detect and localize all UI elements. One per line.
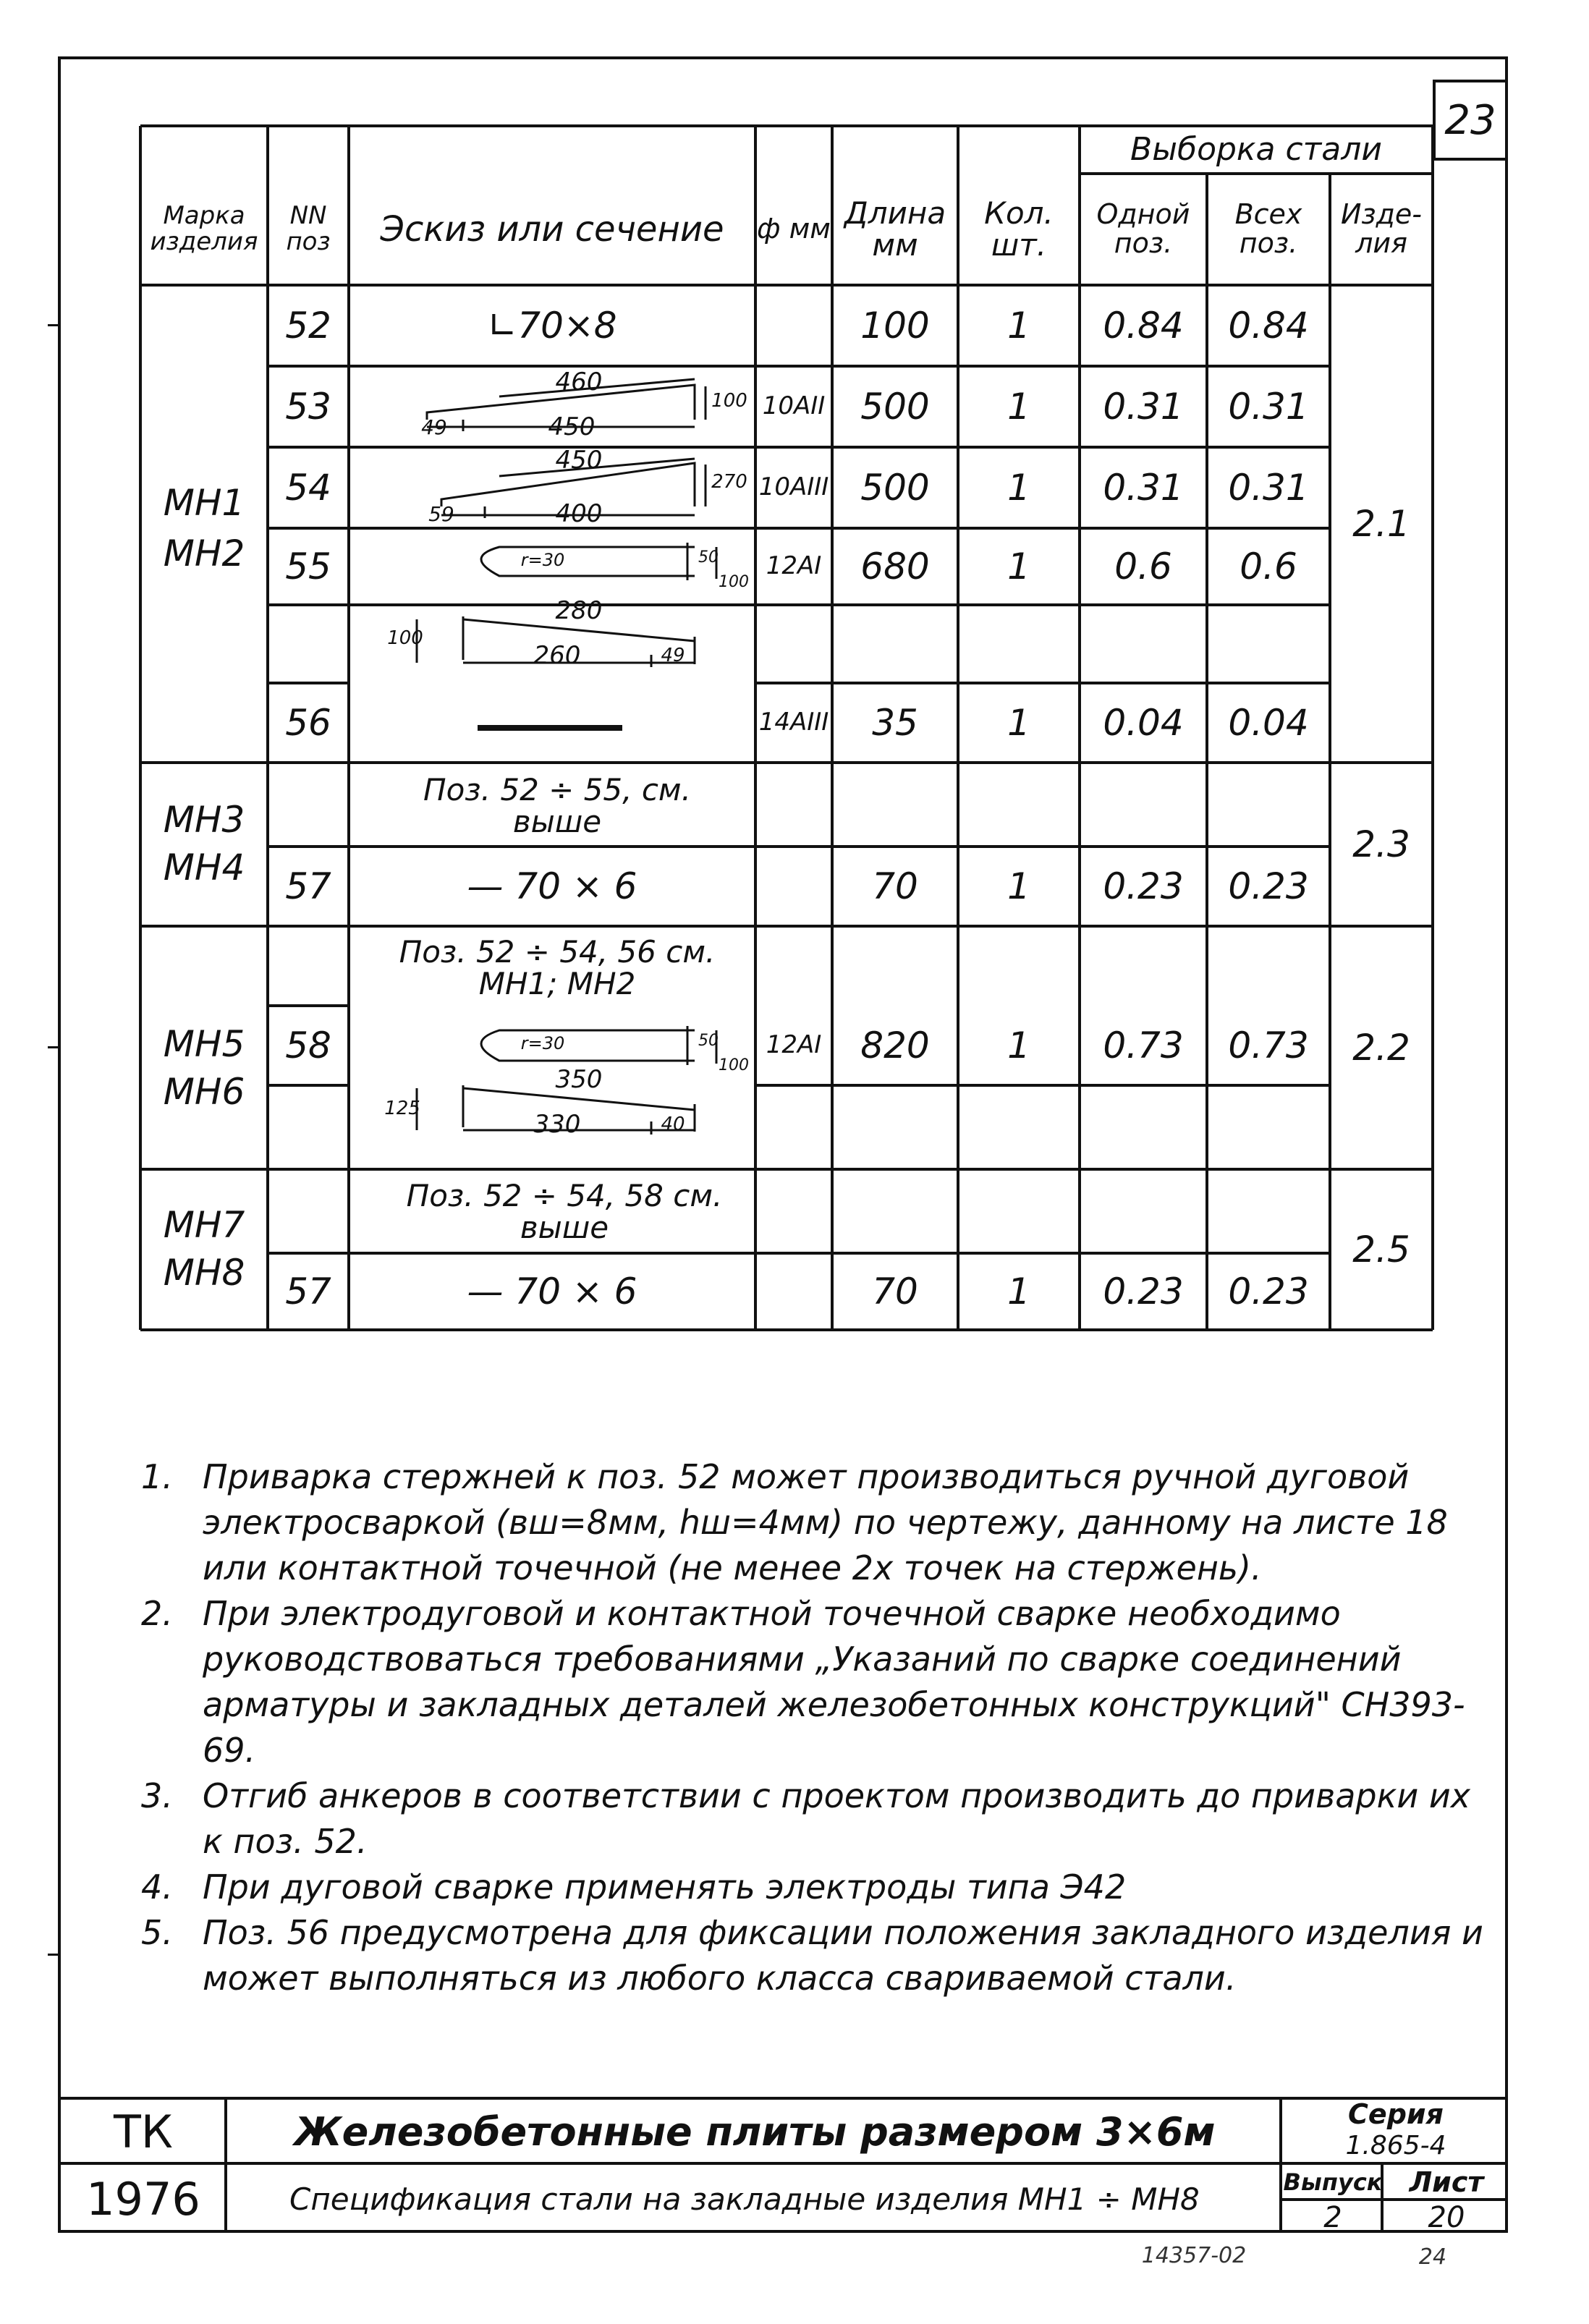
mark-label: МН5 <box>163 1022 245 1065</box>
row-pos: 58 <box>285 1024 331 1066</box>
notes-block <box>141 1454 1487 2001</box>
dim-label: 100 <box>719 573 749 592</box>
row-pos: 53 <box>285 385 331 428</box>
row-qty: 1 <box>1007 865 1030 907</box>
dim-label: 49 <box>421 415 447 440</box>
mark-label: МН2 <box>163 532 245 574</box>
note-item: 1. Приварка стержней к поз. 52 может производиться ручной дуговой электросваркой (вш=8мм, hш=4мм) по чертежу, данному на листе 18 или контактной точечной (не менее 2х точек на стержень). <box>141 1457 1448 1587</box>
stamp-issue-value: 2 <box>1323 2201 1342 2234</box>
stamp-title: Железобетонные плиты размером 3×6м <box>294 2108 1216 2155</box>
row-pos: 57 <box>285 1270 331 1312</box>
stamp-org: ТК <box>114 2105 173 2159</box>
header-mark: Марка изделия <box>150 201 258 256</box>
mark-label: МН7 <box>163 1203 245 1246</box>
dim-label: 400 <box>555 499 603 529</box>
row-one-pos: 0.23 <box>1103 865 1184 907</box>
row-qty: 1 <box>1007 545 1030 588</box>
stamp-sheet-value: 20 <box>1428 2201 1465 2234</box>
stamp-series-value: 1.865-4 <box>1345 2131 1446 2161</box>
row-length: 70 <box>872 865 918 907</box>
row-phi: 14AIII <box>758 708 829 737</box>
row-pos: 56 <box>285 701 331 744</box>
row-all-pos: 0.84 <box>1228 304 1309 347</box>
group-note: Поз. 52 ÷ 55, см. выше <box>423 771 691 839</box>
dim-label: 49 <box>661 645 685 667</box>
dim-label: r=30 <box>520 1033 565 1054</box>
row-pos: 55 <box>285 545 331 588</box>
stamp-subtitle: Спецификация стали на закладные изделия МН1 ÷ МН8 <box>289 2181 1200 2217</box>
dim-label: 40 <box>661 1114 685 1136</box>
dim-label: 100 <box>719 1056 749 1075</box>
row-pos: 54 <box>285 466 331 509</box>
dim-label: 350 <box>555 1065 603 1095</box>
note-item: 5. Поз. 56 предусмотрена для фиксации положения закладного изделия и может выполняться из любого класса свариваемой стали. <box>141 1913 1483 1998</box>
dim-label: r=30 <box>520 550 565 571</box>
header-qty: Кол. шт. <box>984 195 1054 263</box>
dim-label: 125 <box>384 1098 420 1120</box>
group-note: Поз. 52 ÷ 54, 56 см. МН1; МН2 <box>399 933 716 1001</box>
mark-label: МН8 <box>163 1251 245 1294</box>
dim-label: 100 <box>711 390 747 412</box>
product-mass: 2.5 <box>1352 1228 1410 1271</box>
mark-label: МН4 <box>163 846 245 889</box>
row-length: 70 <box>872 1270 918 1312</box>
row-length: 500 <box>860 466 930 509</box>
header-sketch: Эскиз или сечение <box>380 208 724 250</box>
mark-label: МН3 <box>163 798 245 841</box>
product-mass: 2.2 <box>1352 1026 1410 1069</box>
row-phi: 10AIII <box>758 472 829 502</box>
row-one-pos: 0.84 <box>1103 304 1184 347</box>
row-length: 820 <box>860 1024 930 1066</box>
row-length: 35 <box>872 701 918 744</box>
row-length: 100 <box>860 304 930 347</box>
note-item: 2. При электродуговой и контактной точечной сварке необходимо руководствоваться требованиями „Указаний по сварке соединений арматуры и закладных деталей железобетонных конструкций" СН393-69. <box>141 1594 1465 1770</box>
product-mass: 2.3 <box>1352 823 1410 865</box>
row-sketch-text: — 70 × 6 <box>467 1270 637 1312</box>
note-item: 4. При дуговой сварке применять электроды типа Э42 <box>141 1867 1127 1907</box>
dim-label: 330 <box>533 1110 581 1140</box>
mark-label: МН1 <box>163 481 245 524</box>
row-all-pos: 0.23 <box>1228 865 1309 907</box>
row-qty: 1 <box>1007 1270 1030 1312</box>
row-phi: 12AI <box>766 1030 822 1060</box>
sheet-corner-number: 23 <box>1433 80 1508 161</box>
dim-label: 100 <box>387 627 423 650</box>
row-one-pos: 0.73 <box>1103 1024 1184 1066</box>
row-pos: 52 <box>285 304 331 347</box>
row-all-pos: 0.23 <box>1228 1270 1309 1312</box>
footer-page: 24 <box>1418 2244 1447 2270</box>
stamp-series-label: Серия <box>1348 2098 1444 2131</box>
header-one-pos: Одной поз. <box>1096 198 1190 259</box>
row-all-pos: 0.73 <box>1228 1024 1309 1066</box>
dim-label: 450 <box>555 446 603 475</box>
row-all-pos: 0.31 <box>1228 385 1309 428</box>
dim-label: 280 <box>555 596 603 626</box>
row-one-pos: 0.04 <box>1103 701 1184 744</box>
row-qty: 1 <box>1007 701 1030 744</box>
group-note: Поз. 52 ÷ 54, 58 см. выше <box>406 1177 723 1245</box>
dim-label: 59 <box>428 502 454 527</box>
row-qty: 1 <box>1007 1024 1030 1066</box>
row-pos: 57 <box>285 865 331 907</box>
row-qty: 1 <box>1007 385 1030 428</box>
dim-label: 450 <box>548 412 596 442</box>
note-item: 3. Отгиб анкеров в соответствии с проектом производить до приварки их к поз. 52. <box>141 1776 1470 1861</box>
header-selection: Выборка стали <box>1130 130 1382 168</box>
header-pos: NN поз <box>286 201 331 256</box>
product-mass: 2.1 <box>1352 502 1410 545</box>
dim-label: 270 <box>711 471 747 493</box>
dim-label: 50 <box>698 548 719 567</box>
dim-label: 260 <box>533 641 581 671</box>
header-product: Изде-лия <box>1341 198 1422 259</box>
mark-label: МН6 <box>163 1070 245 1113</box>
row-one-pos: 0.31 <box>1103 385 1184 428</box>
footer-code: 14357-02 <box>1141 2243 1247 2269</box>
header-length: Длина мм <box>844 195 946 263</box>
row-length: 680 <box>860 545 930 588</box>
row-phi: 12AI <box>766 551 822 581</box>
row-all-pos: 0.6 <box>1240 545 1297 588</box>
row-phi: 10AII <box>762 391 826 421</box>
stamp-issue-label: Выпуск <box>1283 2168 1383 2197</box>
row-one-pos: 0.31 <box>1103 466 1184 509</box>
row-qty: 1 <box>1007 304 1030 347</box>
row-all-pos: 0.04 <box>1228 701 1309 744</box>
row-length: 500 <box>860 385 930 428</box>
header-phi: ф мм <box>757 213 831 245</box>
header-all-pos: Всех поз. <box>1234 198 1302 259</box>
row-one-pos: 0.23 <box>1103 1270 1184 1312</box>
row-all-pos: 0.31 <box>1228 466 1309 509</box>
dim-label: 460 <box>555 368 603 397</box>
row-sketch-text: — 70 × 6 <box>467 865 637 907</box>
stamp-sheet-label: Лист <box>1409 2166 1484 2199</box>
row-qty: 1 <box>1007 466 1030 509</box>
row-sketch-text: ∟70×8 <box>487 304 617 347</box>
dim-label: 50 <box>698 1032 719 1051</box>
row-one-pos: 0.6 <box>1114 545 1172 588</box>
stamp-year: 1976 <box>86 2173 200 2226</box>
